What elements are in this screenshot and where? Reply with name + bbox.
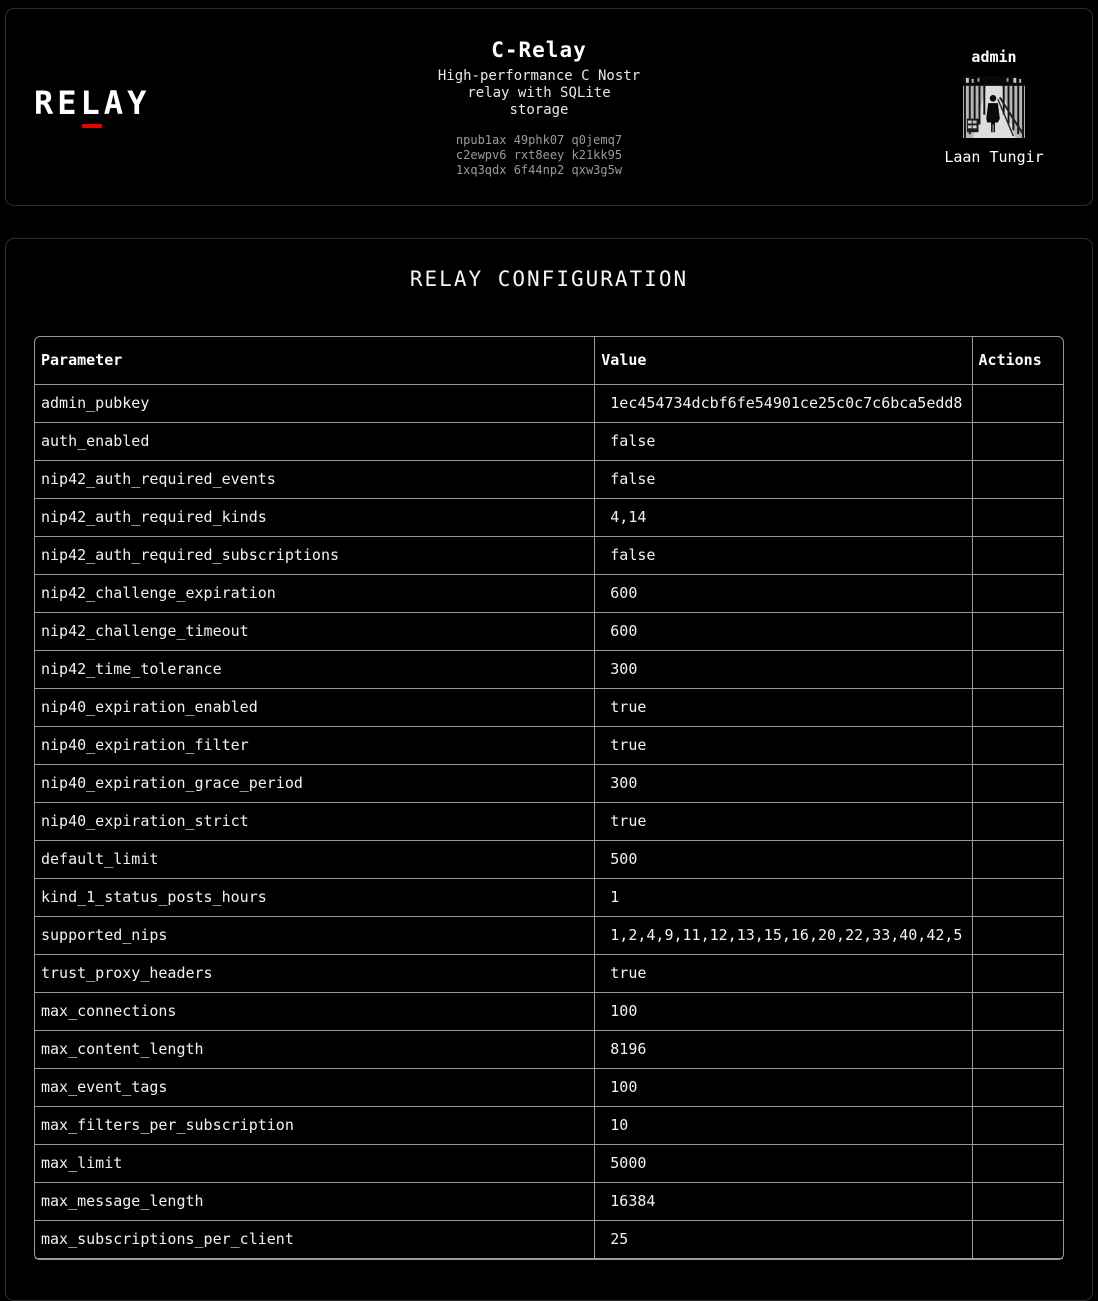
site-subtitle: [154, 68, 924, 119]
actions-cell: [973, 993, 1063, 1031]
actions-cell: [973, 765, 1063, 803]
config-table-row: [35, 879, 1063, 917]
actions-cell: [973, 423, 1063, 461]
actions-cell: [973, 1069, 1063, 1107]
config-table-row: [35, 689, 1063, 727]
parameter-cell: max_event_tags: [35, 1069, 595, 1107]
value-cell: 16384: [595, 1183, 972, 1221]
parameter-cell: nip42_time_tolerance: [35, 651, 595, 689]
parameter-cell: nip42_challenge_timeout: [35, 613, 595, 651]
value-cell: 300: [595, 651, 972, 689]
parameter-cell: auth_enabled: [35, 423, 595, 461]
parameter-cell: nip40_expiration_grace_period: [35, 765, 595, 803]
config-table-row: [35, 1107, 1063, 1145]
config-table-row: [35, 803, 1063, 841]
page-title: C-Relay: [491, 37, 587, 62]
site-title-block: [154, 37, 924, 178]
value-cell: 1ec454734dcbf6fe54901ce25c0c7c6bca5edd8: [595, 385, 972, 423]
value-cell: 500: [595, 841, 972, 879]
config-table-row: [35, 1031, 1063, 1069]
config-table-row: [35, 955, 1063, 993]
admin-label: admin: [971, 48, 1017, 66]
value-cell: 100: [595, 993, 972, 1031]
parameter-cell: max_filters_per_subscription: [35, 1107, 595, 1145]
parameter-cell: max_limit: [35, 1145, 595, 1183]
actions-cell: [973, 537, 1063, 575]
column-header-value: Value: [595, 337, 972, 385]
config-table-row: [35, 993, 1063, 1031]
npub-line: c2ewpv6 rxt8eey k21kk95: [455, 147, 623, 162]
value-cell: false: [595, 537, 972, 575]
npub-line: npub1ax 49phk07 q0jemq7: [455, 132, 623, 147]
parameter-cell: nip40_expiration_strict: [35, 803, 595, 841]
config-table-row: [35, 613, 1063, 651]
admin-avatar-image: [963, 74, 1025, 140]
value-cell: 1,2,4,9,11,12,13,15,16,20,22,33,40,42,5: [595, 917, 972, 955]
actions-cell: [973, 575, 1063, 613]
value-cell: 8196: [595, 1031, 972, 1069]
value-cell: 10: [595, 1107, 972, 1145]
actions-cell: [973, 1221, 1063, 1259]
relay-configuration-card: [5, 238, 1093, 1301]
logo-underline: [82, 124, 102, 128]
value-cell: true: [595, 689, 972, 727]
value-cell: true: [595, 955, 972, 993]
parameter-cell: trust_proxy_headers: [35, 955, 595, 993]
config-table-header: [35, 337, 1063, 385]
subtitle-line: storage: [509, 101, 569, 118]
value-cell: 5000: [595, 1145, 972, 1183]
config-table-row: [35, 385, 1063, 423]
actions-cell: [973, 803, 1063, 841]
parameter-cell: max_content_length: [35, 1031, 595, 1069]
admin-block: [924, 48, 1064, 166]
value-cell: 600: [595, 613, 972, 651]
relay-npub: [154, 133, 924, 178]
value-cell: false: [595, 461, 972, 499]
logo-text: RELAY: [34, 84, 151, 122]
subtitle-line: relay with SQLite: [467, 84, 611, 101]
config-table-row: [35, 1221, 1063, 1259]
config-table-row: [35, 651, 1063, 689]
parameter-cell: nip42_auth_required_kinds: [35, 499, 595, 537]
value-cell: 300: [595, 765, 972, 803]
value-cell: false: [595, 423, 972, 461]
config-table-row: [35, 1069, 1063, 1107]
config-table-row: [35, 461, 1063, 499]
config-table-row: [35, 423, 1063, 461]
actions-cell: [973, 461, 1063, 499]
parameter-cell: default_limit: [35, 841, 595, 879]
config-table-row: [35, 1145, 1063, 1183]
subtitle-line: High-performance C Nostr: [437, 67, 641, 84]
parameter-cell: nip42_challenge_expiration: [35, 575, 595, 613]
actions-cell: [973, 917, 1063, 955]
config-table-row: [35, 575, 1063, 613]
section-heading: RELAY CONFIGURATION: [409, 267, 689, 291]
actions-cell: [973, 955, 1063, 993]
actions-cell: [973, 613, 1063, 651]
config-table-row: [35, 917, 1063, 955]
actions-cell: [973, 727, 1063, 765]
value-cell: 600: [595, 575, 972, 613]
value-cell: 4,14: [595, 499, 972, 537]
logo: [34, 86, 154, 128]
header-card: [5, 8, 1093, 206]
config-table-row: [35, 727, 1063, 765]
value-cell: true: [595, 803, 972, 841]
parameter-cell: max_subscriptions_per_client: [35, 1221, 595, 1259]
parameter-cell: kind_1_status_posts_hours: [35, 879, 595, 917]
value-cell: 1: [595, 879, 972, 917]
value-cell: 25: [595, 1221, 972, 1259]
actions-cell: [973, 499, 1063, 537]
config-table-row: [35, 537, 1063, 575]
config-table-row: [35, 765, 1063, 803]
actions-cell: [973, 1031, 1063, 1069]
value-cell: true: [595, 727, 972, 765]
parameter-cell: nip40_expiration_enabled: [35, 689, 595, 727]
actions-cell: [973, 879, 1063, 917]
parameter-cell: max_message_length: [35, 1183, 595, 1221]
parameter-cell: max_connections: [35, 993, 595, 1031]
config-table: [34, 336, 1064, 1260]
actions-cell: [973, 689, 1063, 727]
actions-cell: [973, 1107, 1063, 1145]
parameter-cell: nip42_auth_required_subscriptions: [35, 537, 595, 575]
parameter-cell: admin_pubkey: [35, 385, 595, 423]
config-table-row: [35, 1183, 1063, 1221]
actions-cell: [973, 651, 1063, 689]
actions-cell: [973, 1145, 1063, 1183]
parameter-cell: supported_nips: [35, 917, 595, 955]
actions-cell: [973, 841, 1063, 879]
config-table-row: [35, 499, 1063, 537]
parameter-cell: nip42_auth_required_events: [35, 461, 595, 499]
column-header-parameter: Parameter: [35, 337, 595, 385]
parameter-cell: nip40_expiration_filter: [35, 727, 595, 765]
admin-name: Laan Tungir: [944, 148, 1044, 166]
value-cell: 100: [595, 1069, 972, 1107]
actions-cell: [973, 385, 1063, 423]
column-header-actions: Actions: [973, 337, 1063, 385]
actions-cell: [973, 1183, 1063, 1221]
npub-line: 1xq3qdx 6f44np2 qxw3g5w: [455, 162, 623, 177]
config-table-row: [35, 841, 1063, 879]
